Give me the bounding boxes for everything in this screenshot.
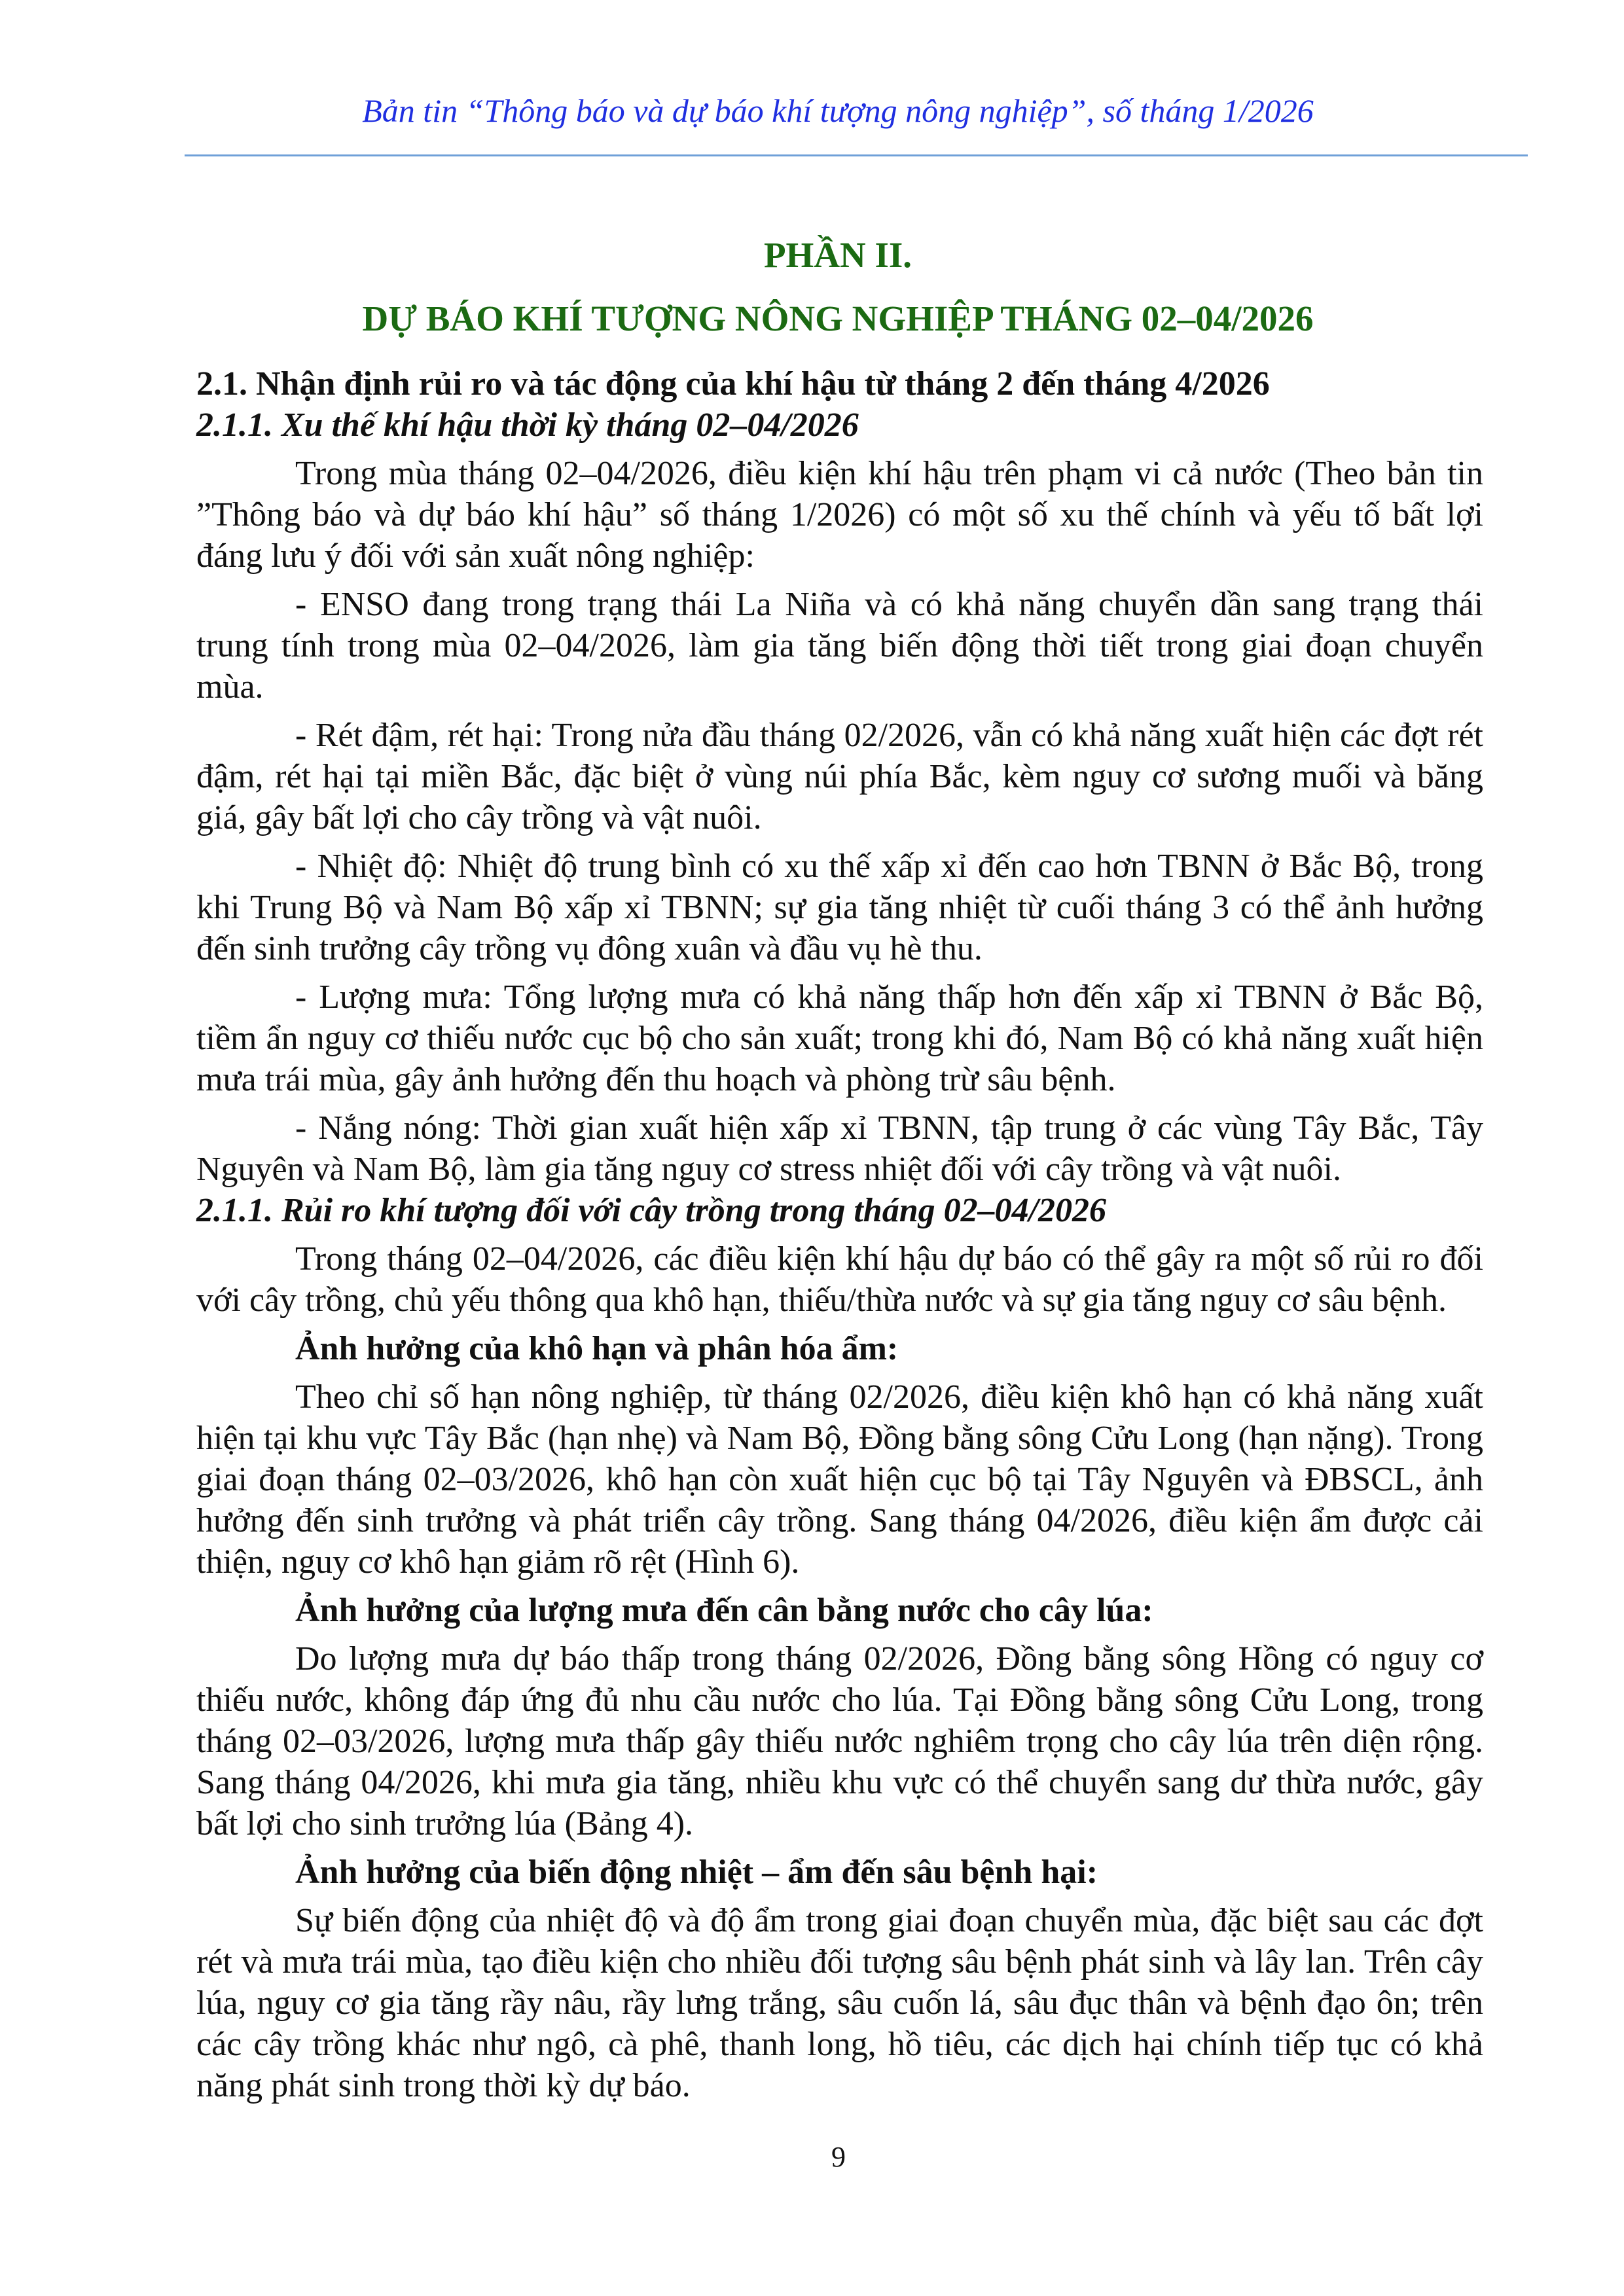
paragraph: - Nắng nóng: Thời gian xuất hiện xấp xỉ TBNN, tập trung ở các vùng Tây Bắc, Tây Nguyên và Nam Bộ, làm gia tăng nguy cơ stress nhiệt đối với cây trồng và vật nuôi. xyxy=(196,1109,1483,1188)
paragraph: - ENSO đang trong trạng thái La Niña và có khả năng chuyển dần sang trạng thái trung tính trong mùa 02–04/2026, làm gia tăng biến động thời tiết trong giai đoạn chuyển mùa. xyxy=(196,586,1483,706)
section-heading: 2.1. Nhận định rủi ro và tác động của khí hậu từ tháng 2 đến tháng 4/2026 xyxy=(196,365,1270,403)
part-heading: DỰ BÁO KHÍ TƯỢNG NÔNG NGHIỆP THÁNG 02–04/2026 xyxy=(362,298,1314,338)
section-heading: 2.1.1. Xu thế khí hậu thời kỳ tháng 02–04/2026 xyxy=(196,406,859,444)
subheading: Ảnh hưởng của biến động nhiệt – ẩm đến sâu bệnh hại: xyxy=(295,1854,1098,1891)
page-number: 9 xyxy=(831,2141,846,2173)
document-body xyxy=(196,363,1483,2106)
header-divider xyxy=(185,154,1528,156)
part-title: PHẦN II. xyxy=(763,235,912,275)
paragraph: Trong mùa tháng 02–04/2026, điều kiện khí hậu trên phạm vi cả nước (Theo bản tin ”Thông báo và dự báo khí hậu” số tháng 1/2026) có một số xu thế chính và yếu tố bất lợi đáng lưu ý đối với sản xuất nông nghiệp: xyxy=(196,455,1483,575)
paragraph: Trong tháng 02–04/2026, các điều kiện khí hậu dự báo có thể gây ra một số rủi ro đối với cây trồng, chủ yếu thông qua khô hạn, thiếu/thừa nước và sự gia tăng nguy cơ sâu bệnh. xyxy=(196,1240,1483,1319)
paragraph: - Lượng mưa: Tổng lượng mưa có khả năng thấp hơn đến xấp xỉ TBNN ở Bắc Bộ, tiềm ẩn nguy cơ thiếu nước cục bộ cho sản xuất; trong khi đó, Nam Bộ có khả năng xuất hiện mưa trái mùa, gây ảnh hưởng đến thu hoạch và phòng trừ sâu bệnh. xyxy=(196,978,1483,1098)
running-header: Bản tin “Thông báo và dự báo khí tượng nông nghiệp”, số tháng 1/2026 xyxy=(362,92,1314,129)
paragraph: - Nhiệt độ: Nhiệt độ trung bình có xu thế xấp xỉ đến cao hơn TBNN ở Bắc Bộ, trong khi Trung Bộ và Nam Bộ xấp xỉ TBNN; sự gia tăng nhiệt từ cuối tháng 3 có thể ảnh hưởng đến sinh trưởng cây trồng vụ đông xuân và đầu vụ hè thu. xyxy=(196,848,1483,967)
subheading: Ảnh hưởng của khô hạn và phân hóa ẩm: xyxy=(295,1330,899,1367)
paragraph: Theo chỉ số hạn nông nghiệp, từ tháng 02/2026, điều kiện khô hạn có khả năng xuất hiện tại khu vực Tây Bắc (hạn nhẹ) và Nam Bộ, Đồng bằng sông Cửu Long (hạn nặng). Trong giai đoạn tháng 02–03/2026, khô hạn còn xuất hiện cục bộ tại Tây Nguyên và ĐBSCL, ảnh hưởng đến sinh trưởng và phát triển cây trồng. Sang tháng 04/2026, điều kiện ẩm được cải thiện, nguy cơ khô hạn giảm rõ rệt (Hình 6). xyxy=(196,1378,1483,1581)
paragraph: - Rét đậm, rét hại: Trong nửa đầu tháng 02/2026, vẫn có khả năng xuất hiện các đợt rét đậm, rét hại tại miền Bắc, đặc biệt ở vùng núi phía Bắc, kèm nguy cơ sương muối và băng giá, gây bất lợi cho cây trồng và vật nuôi. xyxy=(196,717,1483,836)
section-heading: 2.1.1. Rủi ro khí tượng đối với cây trồng trong tháng 02–04/2026 xyxy=(196,1192,1107,1229)
subheading: Ảnh hưởng của lượng mưa đến cân bằng nước cho cây lúa: xyxy=(295,1592,1153,1629)
paragraph: Sự biến động của nhiệt độ và độ ẩm trong giai đoạn chuyển mùa, đặc biệt sau các đợt rét và mưa trái mùa, tạo điều kiện cho nhiều đối tượng sâu bệnh phát sinh và lây lan. Trên cây lúa, nguy cơ gia tăng rầy nâu, rầy lưng trắng, sâu cuốn lá, sâu đục thân và bệnh đạo ôn; trên các cây trồng khác như ngô, cà phê, thanh long, hồ tiêu, các dịch hại chính tiếp tục có khả năng phát sinh trong thời kỳ dự báo. xyxy=(196,1902,1483,2104)
paragraph: Do lượng mưa dự báo thấp trong tháng 02/2026, Đồng bằng sông Hồng có nguy cơ thiếu nước, không đáp ứng đủ nhu cầu nước cho lúa. Tại Đồng bằng sông Cửu Long, trong tháng 02–03/2026, lượng mưa thấp gây thiếu nước nghiêm trọng cho cây lúa trên diện rộng. Sang tháng 04/2026, khi mưa gia tăng, nhiều khu vực có thể chuyển sang dư thừa nước, gây bất lợi cho sinh trưởng lúa (Bảng 4). xyxy=(196,1640,1483,1842)
